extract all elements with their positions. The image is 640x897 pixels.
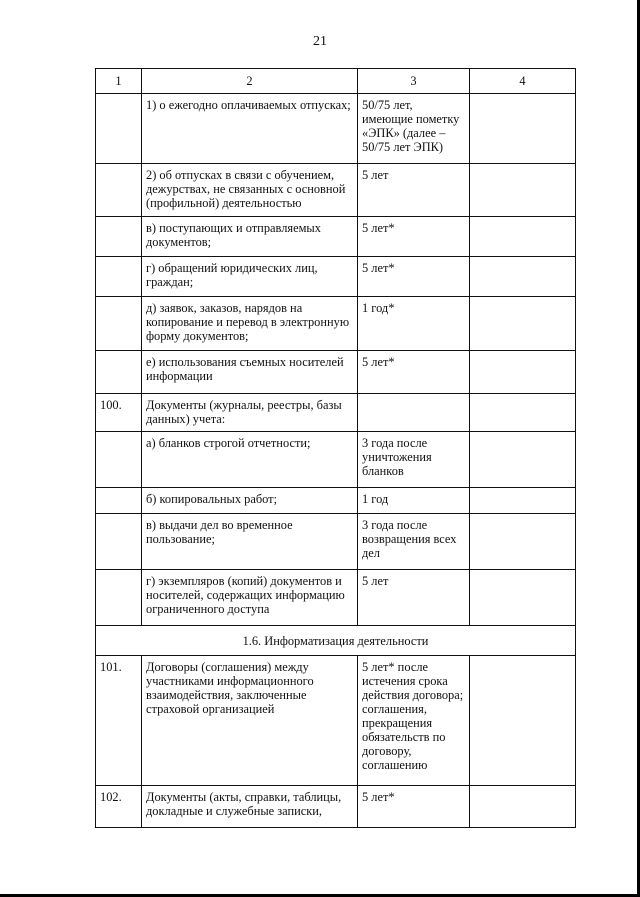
retention-term: 5 лет* bbox=[358, 786, 470, 828]
note-cell bbox=[470, 514, 576, 570]
table-row bbox=[96, 351, 576, 394]
retention-term: 5 лет* bbox=[358, 351, 470, 394]
note-cell bbox=[470, 94, 576, 164]
article-number bbox=[96, 94, 142, 164]
table-row bbox=[96, 394, 576, 432]
document-description: в) поступающих и отправляемых документов; bbox=[142, 217, 358, 257]
note-cell bbox=[470, 488, 576, 514]
retention-table bbox=[95, 68, 576, 828]
document-description: 1) о ежегодно оплачиваемых отпусках; bbox=[142, 94, 358, 164]
article-number: 102. bbox=[96, 786, 142, 828]
document-description: г) обращений юридических лиц, граждан; bbox=[142, 257, 358, 297]
article-number: 101. bbox=[96, 656, 142, 786]
table-row bbox=[96, 514, 576, 570]
document-description: в) выдачи дел во временное пользование; bbox=[142, 514, 358, 570]
table-row bbox=[96, 786, 576, 828]
retention-term: 1 год bbox=[358, 488, 470, 514]
section-row bbox=[96, 626, 576, 656]
note-cell bbox=[470, 297, 576, 351]
document-description: б) копировальных работ; bbox=[142, 488, 358, 514]
note-cell bbox=[470, 217, 576, 257]
document-description: а) бланков строгой отчетности; bbox=[142, 432, 358, 488]
table-row bbox=[96, 432, 576, 488]
note-cell bbox=[470, 570, 576, 626]
table-row bbox=[96, 570, 576, 626]
note-cell bbox=[470, 257, 576, 297]
retention-term: 5 лет* bbox=[358, 257, 470, 297]
note-cell bbox=[470, 432, 576, 488]
retention-term: 5 лет* после истечения срока действия договора; соглашения, прекращения обязательств по договору, соглашению bbox=[358, 656, 470, 786]
document-description: Документы (акты, справки, таблицы, докладные и служебные записки, bbox=[142, 786, 358, 828]
article-number bbox=[96, 164, 142, 217]
article-number bbox=[96, 351, 142, 394]
retention-term bbox=[358, 394, 470, 432]
document-description: е) использования съемных носителей информации bbox=[142, 351, 358, 394]
page-number: 21 bbox=[313, 34, 327, 49]
article-number bbox=[96, 570, 142, 626]
section-title: 1.6. Информатизация деятельности bbox=[96, 626, 576, 656]
retention-term: 5 лет bbox=[358, 164, 470, 217]
document-description: Документы (журналы, реестры, базы данных) учета: bbox=[142, 394, 358, 432]
document-description: 2) об отпусках в связи с обучением, дежурствах, не связанных с основной (профильной) деятельностью bbox=[142, 164, 358, 217]
retention-term: 50/75 лет, имеющие пометку «ЭПК» (далее – 50/75 лет ЭПК) bbox=[358, 94, 470, 164]
note-cell bbox=[470, 656, 576, 786]
article-number bbox=[96, 514, 142, 570]
retention-term: 5 лет bbox=[358, 570, 470, 626]
column-header: 3 bbox=[358, 69, 470, 94]
article-number bbox=[96, 432, 142, 488]
table-row bbox=[96, 297, 576, 351]
table-row bbox=[96, 94, 576, 164]
article-number: 100. bbox=[96, 394, 142, 432]
retention-term: 1 год* bbox=[358, 297, 470, 351]
document-description: г) экземпляров (копий) документов и носителей, содержащих информацию ограниченного доступа bbox=[142, 570, 358, 626]
column-header: 2 bbox=[142, 69, 358, 94]
table-header-row bbox=[96, 69, 576, 94]
table-row bbox=[96, 164, 576, 217]
retention-term: 5 лет* bbox=[358, 217, 470, 257]
table-row bbox=[96, 257, 576, 297]
article-number bbox=[96, 257, 142, 297]
article-number bbox=[96, 297, 142, 351]
column-header: 1 bbox=[96, 69, 142, 94]
note-cell bbox=[470, 351, 576, 394]
article-number bbox=[96, 217, 142, 257]
note-cell bbox=[470, 786, 576, 828]
document-description: д) заявок, заказов, нарядов на копирование и перевод в электронную форму документов; bbox=[142, 297, 358, 351]
note-cell bbox=[470, 164, 576, 217]
retention-term: 3 года после возвращения всех дел bbox=[358, 514, 470, 570]
retention-term: 3 года после уничтожения бланков bbox=[358, 432, 470, 488]
column-header: 4 bbox=[470, 69, 576, 94]
document-description: Договоры (соглашения) между участниками информационного взаимодействия, заключенные страховой организацией bbox=[142, 656, 358, 786]
note-cell bbox=[470, 394, 576, 432]
table-row bbox=[96, 488, 576, 514]
table-row bbox=[96, 217, 576, 257]
article-number bbox=[96, 488, 142, 514]
table-row bbox=[96, 656, 576, 786]
